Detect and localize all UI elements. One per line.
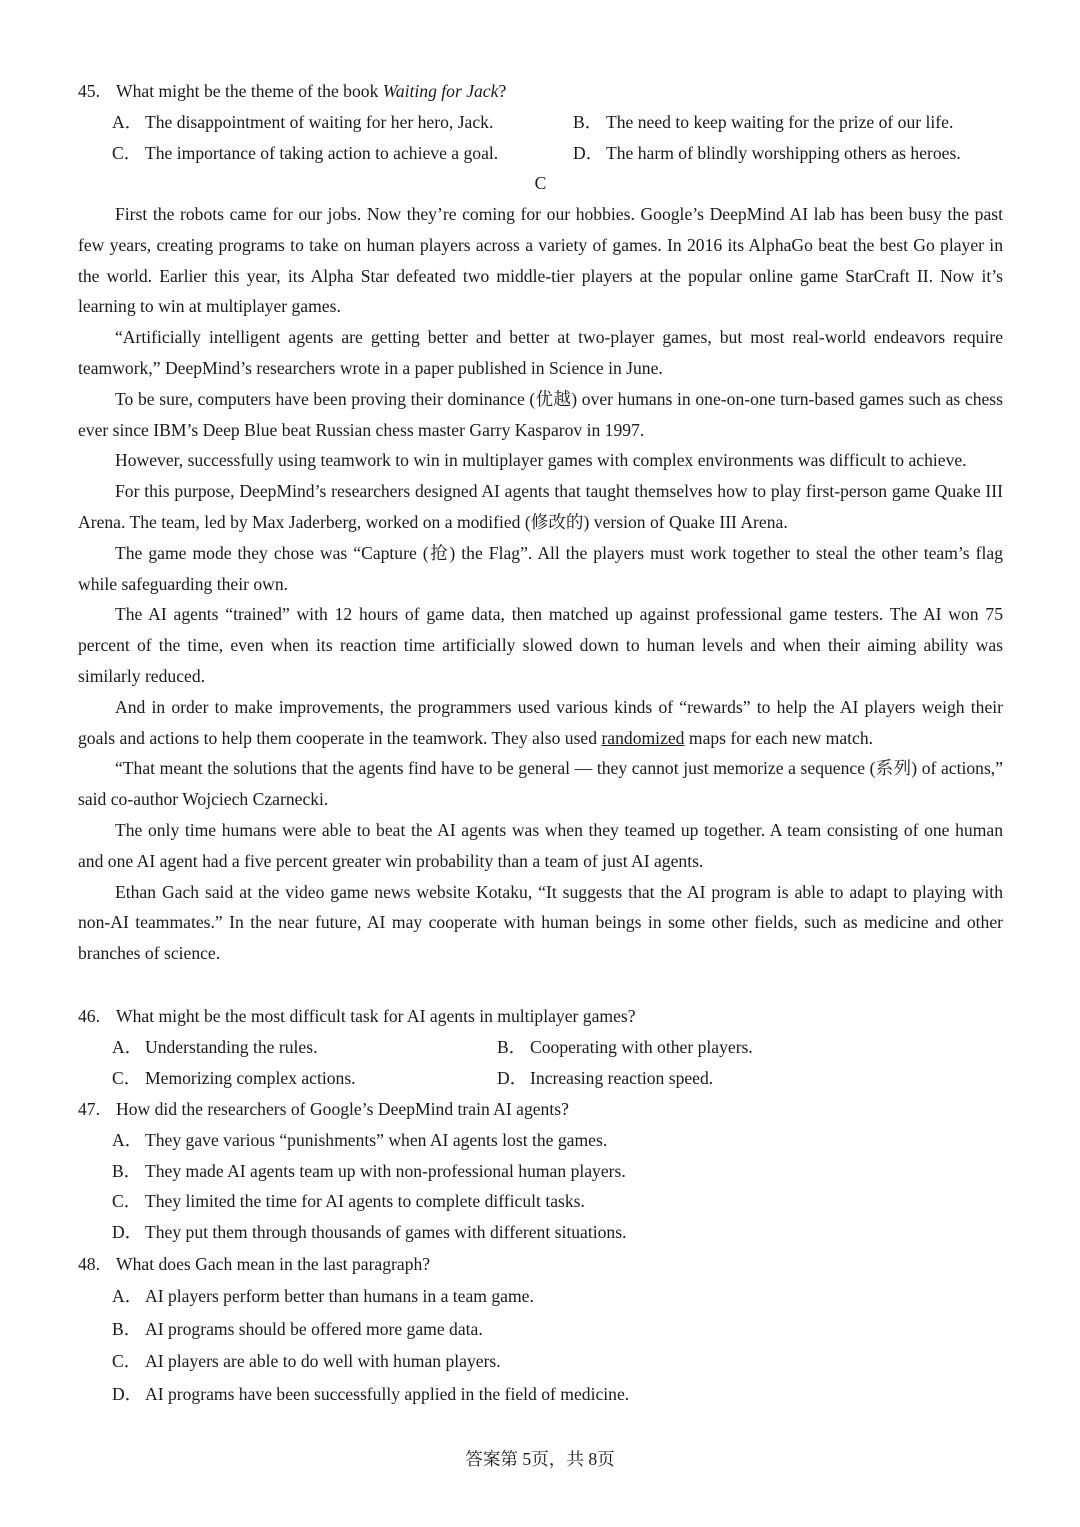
paragraph: First the robots came for our jobs. Now they’re coming for our hobbies. Google’s DeepMind AI lab has been busy the past few years, creating programs to take on human players across a variety of games. In 2016 its AlphaGo beat the best Go player in the world. Earlier this year, its Alpha Star defeated two middle-tier players at the popular online game StarCraft II. Now it’s learning to win at multiplayer games. <box>78 204 1003 317</box>
question-stem: 46. What might be the most difficult task for AI agents in multiplayer games? <box>78 1006 636 1026</box>
option-b: B． AI programs should be offered more game data. <box>112 1318 483 1339</box>
paragraph: “Artificially intelligent agents are getting better and better at two-player games, but most real-world endeavors require teamwork,” DeepMind’s researchers wrote in a paper published in Science in June. <box>78 327 1003 378</box>
option-a: A． Understanding the rules. <box>112 1036 318 1057</box>
paragraph: And in order to make improvements, the programmers used various kinds of “rewards” to help the AI players weigh their goals and actions to help them cooperate in the teamwork. They also used randomized maps for each new match. <box>78 696 1003 748</box>
option-d: D． AI programs have been successfully applied in the field of medicine. <box>112 1384 630 1405</box>
option-a: A． They gave various “punishments” when AI agents lost the games. <box>112 1129 608 1150</box>
paragraph: The AI agents “trained” with 12 hours of game data, then matched up against professional game testers. The AI won 75 percent of the time, even when its reaction time artificially slowed down to human levels and when their aiming ability was similarly reduced. <box>78 604 1003 686</box>
page-footer: 答案第 5页，共 8页 <box>465 1449 615 1469</box>
underlined-word: randomized <box>601 727 685 748</box>
paragraph: “That meant the solutions that the agents find have to be general — they cannot just memorize a sequence (系列) of actions,” said co-author Wojciech Czarnecki. <box>78 758 1003 810</box>
question-stem: 48. What does Gach mean in the last paragraph? <box>78 1254 431 1274</box>
paragraph: Ethan Gach said at the video game news website Kotaku, “It suggests that the AI program is able to adapt to playing with non-AI teammates.” In the near future, AI may cooperate with human beings in some other fields, such as medicine and other branches of science. <box>78 881 1003 964</box>
question-number: 45. <box>78 81 100 101</box>
option-c: C． Memorizing complex actions. <box>112 1067 356 1088</box>
question-stem: 47. How did the researchers of Google’s DeepMind train AI agents? <box>78 1099 569 1119</box>
stem-text: ? <box>498 81 507 101</box>
paragraph: For this purpose, DeepMind’s researchers designed AI agents that taught themselves how to play first-person game Quake III Arena. The team, led by Max Jaderberg, worked on a modified (修改的) version of Quake III Arena. <box>78 481 1003 532</box>
paragraph: However, successfully using teamwork to win in multiplayer games with complex environments was difficult to achieve. <box>115 450 967 471</box>
paragraph: The game mode they chose was “Capture (抢) the Flag”. All the players must work together to steal the other team’s flag while safeguarding their own. <box>78 542 1003 594</box>
question-stem <box>78 76 1003 107</box>
book-title: Waiting for Jack <box>382 81 499 101</box>
option-b: B． The need to keep waiting for the prize of our life. <box>573 111 954 132</box>
option-b: B． Cooperating with other players. <box>497 1036 753 1057</box>
option-d: D． They put them through thousands of games with different situations. <box>112 1222 627 1243</box>
paragraph: To be sure, computers have been proving their dominance (优越) over humans in one-on-one turn-based games such as chess ever since IBM’s Deep Blue beat Russian chess master Garry Kasparov in 1997. <box>78 388 1003 440</box>
option-a: A． The disappointment of waiting for her hero, Jack. <box>112 111 494 132</box>
option-d: D． The harm of blindly worshipping others as heroes. <box>573 142 961 163</box>
option-c: C． They limited the time for AI agents to complete difficult tasks. <box>112 1191 585 1212</box>
question-48 <box>78 1249 1003 1411</box>
reading-passage <box>78 199 1003 969</box>
paragraph: The only time humans were able to beat the AI agents was when they teamed up together. A team consisting of one human and one AI agent had a five percent greater win probability than a team of just AI agents. <box>78 819 1003 871</box>
question-46 <box>78 1001 1003 1093</box>
option-b: B． They made AI agents team up with non-professional human players. <box>112 1160 626 1181</box>
stem-text: What might be the theme of the book <box>116 81 383 101</box>
question-47 <box>78 1094 1003 1248</box>
section-label: C <box>534 173 547 194</box>
option-c: C． AI players are able to do well with human players. <box>112 1351 501 1372</box>
option-c: C． The importance of taking action to achieve a goal. <box>112 142 499 163</box>
question-45 <box>78 76 1003 199</box>
option-d: D． Increasing reaction speed. <box>497 1067 714 1088</box>
option-a: A． AI players perform better than humans in a team game. <box>112 1285 534 1306</box>
